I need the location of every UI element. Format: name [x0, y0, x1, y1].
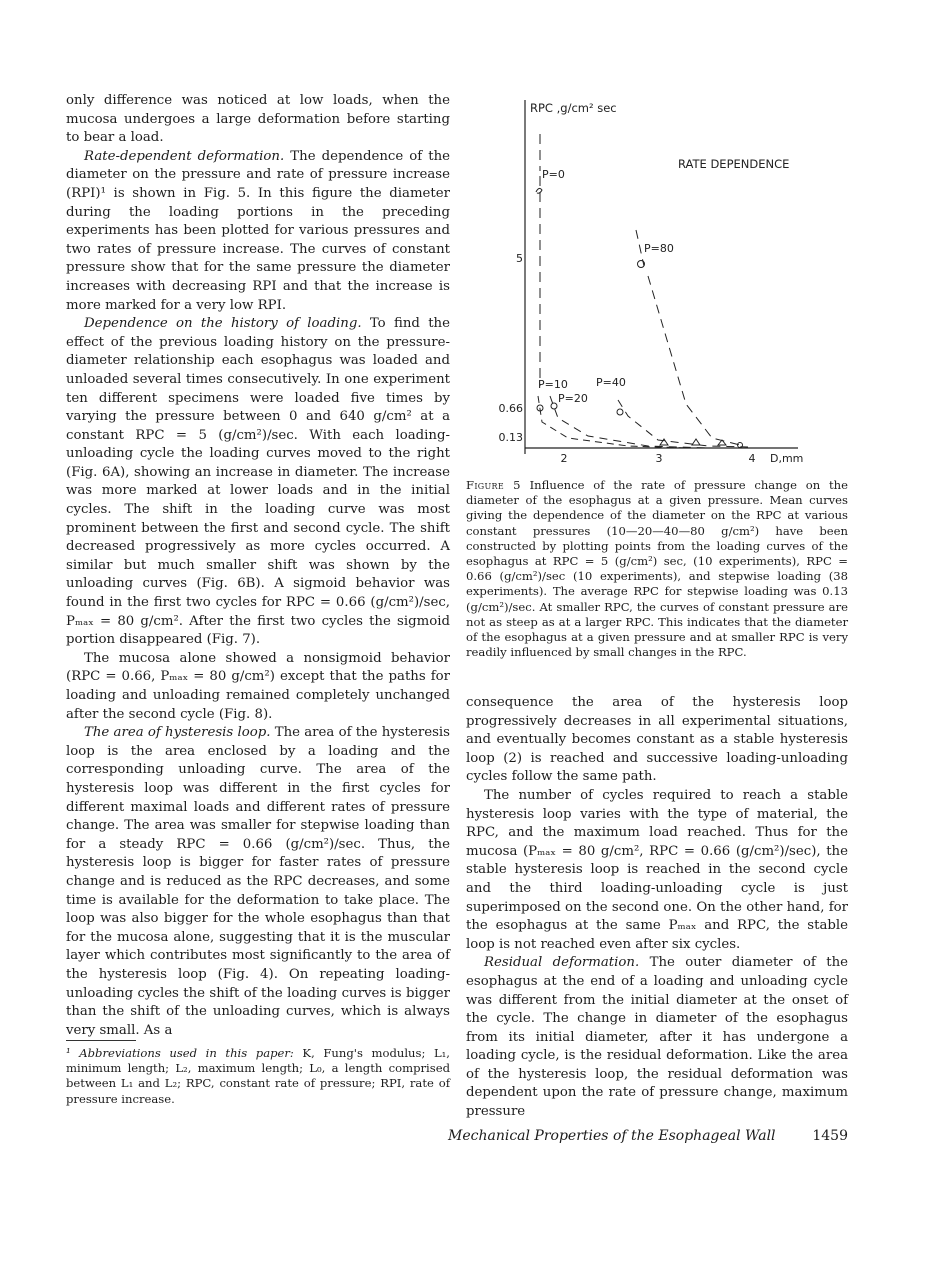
figure-5: [498, 96, 848, 472]
paragraph: [466, 954, 848, 1121]
curve-label: P=20: [558, 392, 588, 405]
paragraph: [66, 315, 450, 650]
paragraph-body: The dependence of the diameter on the pressure and rate of pressure increase (RPI)¹ is shown in Fig. 5. In this figure the diameter during the loading portions in the preceding experiments has been plotted for various pressures and two rates of pressure increase. The curves of constant pressure show that for the same pressure the diameter increases with decreasing RPI and that the increase is more marked for a very low RPI.: [66, 148, 451, 313]
page-number: 1459: [812, 1128, 848, 1144]
rate-dependence-plot: [498, 96, 848, 472]
paragraph: consequence the area of the hysteresis loop progressively decreases in all experimental situations, and eventually becomes constant as a stable hysteresis loop (2) is reached and successive loading-unloading cycles follow the same path.: [466, 695, 848, 785]
triangle-marker: [692, 439, 700, 445]
caption-body: Influence of the rate of pressure change on the diameter of the esophagus at a given pressure. Mean curves giving the dependence of the diameter on the RPC at various constant pressures (10—20—40—80 g/cm²) have been constructed by plotting points from the loading curves of the esophagus at RPC = 5 (g/cm²) sec, (10 experiments), RPC = 0.66 (g/cm²)/sec (10 experiments), and stepwise loading (38 experiments). The average RPC for stepwise loading was 0.13 (g/cm²)/sec. At smaller RPC, the curves of constant pressure are not as steep as at a larger RPC. This indicates that the diameter of the esophagus at a given pressure and at smaller RPC is very readily influenced by small changes in the RPC.: [466, 478, 848, 660]
paragraph: [66, 148, 450, 315]
footnote-lead: ¹ Abbreviations used in this paper:: [66, 1046, 294, 1060]
curve-marker: [536, 188, 542, 193]
section-lead: Rate-dependent deformation.: [84, 148, 285, 164]
curve-p80: [636, 230, 744, 446]
right-column: [466, 694, 848, 1122]
footnote: [66, 1046, 450, 1107]
figure-caption: [466, 478, 848, 660]
x-tick-label: 3: [655, 452, 663, 465]
curve-marker: [551, 403, 557, 409]
footnote-divider: [66, 1040, 136, 1041]
paragraph-body: The area of the hysteresis loop is the area enclosed by a loading and the corresponding unloading curve. The area of the hysteresis loop was different in the first cycles for different maximal loads and different rates of pressure change. The area was smaller for stepwise loading than for a steady RPC = 0.66 (g/cm²)/sec. Thus, the hysteresis loop is bigger for faster rates of pressure change and is reduced as the RPC decreases, and some time is available for the deformation to take place. The loop was also bigger for the whole esophagus than that for the mucosa alone, suggesting that it is the muscular layer which contributes most significantly to the area of the hysteresis loop (Fig. 4). On repeating loading-unloading cycles the shift of the loading curves is bigger than the shift of the unloading curves, which is always very small. As a: [66, 725, 450, 1038]
paragraph-body: To find the effect of the previous loading history on the pressure-diameter relationship each esophagus was loaded and unloaded several times consecutively. In one experiment ten different specimens were loaded five times by varying the pressure between 0 and 640 g/cm² at a constant RPC = 5 (g/cm²)/sec. With each loading-unloading cycle the loading curves moved to the right (Fig. 6A), showing an increase in diameter. The increase was more marked at lower loads and in the initial cycles. The shift in the loading curve was most prominent between the first and second cycle. The shift decreased progressively as more cycles occurred. A similar but much smaller shift was shown by the unloading curves (Fig. 6B). A sigmoid behavior was found in the first two cycles for RPC = 0.66 (g/cm²)/sec, Pₘₐₓ = 80 g/cm². After the first two cycles the sigmoid portion disappeared (Fig. 7).: [66, 316, 450, 648]
left-column: [66, 92, 450, 1040]
curve-label: P=40: [596, 376, 626, 389]
triangle-marker: [718, 440, 726, 445]
y-axis-label: RPC ,g/cm² sec: [530, 101, 617, 115]
x-axis-unit: D,mm: [770, 452, 804, 465]
curve-p40: [618, 400, 748, 447]
curve-label: P=80: [644, 242, 674, 255]
paragraph: only difference was noticed at low loads, when the mucosa undergoes a large deformation before starting to bear a load.: [66, 93, 450, 146]
y-tick-label: 0.66: [498, 402, 523, 415]
paragraph: The mucosa alone showed a nonsigmoid behavior (RPC = 0.66, Pₘₐₓ = 80 g/cm²) except that the paths for loading and unloading remained completely unchanged after the second cycle (Fig. 8).: [66, 650, 450, 722]
section-lead: Residual deformation.: [484, 955, 640, 971]
y-tick-label: 5: [516, 252, 523, 265]
curve-marker: [617, 409, 623, 415]
x-tick-label: 4: [748, 452, 756, 465]
paragraph: The number of cycles required to reach a stable hysteresis loop varies with the type of material, the RPC, and the maximum load reached. Thus for the mucosa (Pₘₐₓ = 80 g/cm², RPC = 0.66 (g/cm²)/sec), the stable hysteresis loop is reached in the second cycle and the third loading-unloading cycle is just superimposed on the second one. On the other hand, for the esophagus at the same Pₘₐₓ and RPC, the stable loop is not reached even after six cycles.: [466, 787, 848, 952]
x-tick-label: 2: [560, 452, 568, 465]
footnote-body: K, Fung's modulus; L₁, minimum length; L₂, maximum length; L₀, a length comprised between L₁ and L₂; RPC, constant rate of pressure; RPI, rate of pressure increase.: [66, 1046, 450, 1106]
paragraph: [66, 724, 450, 1040]
chart-title: RATE DEPENDENCE: [678, 157, 790, 171]
curve-label: P=0: [542, 168, 565, 181]
section-lead: Dependence on the history of loading.: [84, 316, 362, 332]
journal-running-title: Mechanical Properties of the Esophageal Wall: [448, 1128, 776, 1144]
curve-label: P=10: [538, 378, 568, 391]
caption-lead: Figure 5: [466, 478, 521, 492]
y-tick-label: 0.13: [498, 431, 523, 444]
section-lead: The area of hysteresis loop.: [84, 725, 271, 741]
paragraph-body: The outer diameter of the esophagus at the end of a loading and unloading cycle was different from the initial diameter at the onset of the cycle. The change in diameter of the esophagus from its initial diameter, after it has undergone a loading cycle, is the residual deformation. Like the area of the hysteresis loop, the residual deformation was dependent upon the rate of pressure change, maximum pressure: [466, 955, 848, 1120]
